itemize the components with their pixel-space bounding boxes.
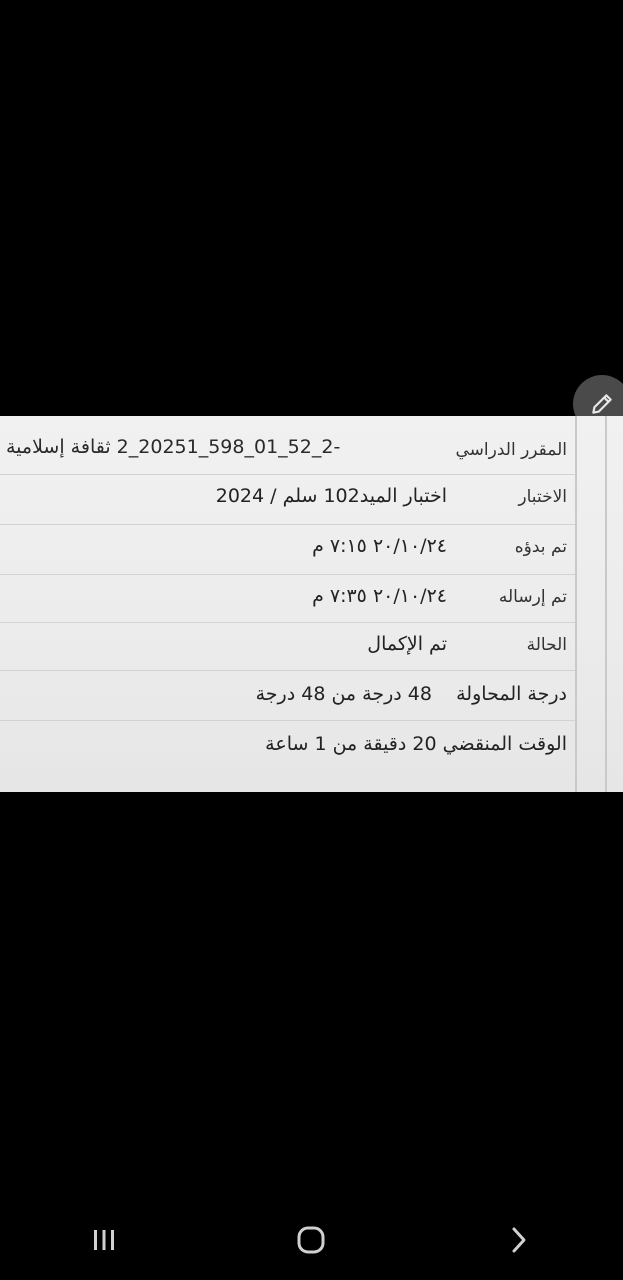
pencil-icon [589, 391, 615, 417]
time-label: الوقت المنقضي [442, 733, 567, 755]
row-started [0, 524, 575, 575]
quiz-value: اختبار الميد102 سلم / 2024 [215, 485, 447, 507]
row-submitted [0, 574, 575, 625]
status-label: الحالة [526, 635, 567, 655]
row-status [0, 622, 575, 673]
submitted-label: تم إرساله [498, 587, 567, 607]
home-icon [295, 1224, 327, 1256]
row-course [0, 424, 575, 474]
row-score [0, 670, 575, 721]
score-value: 48 درجة من 48 درجة [255, 683, 432, 705]
status-value: تم الإكمال [367, 633, 447, 655]
course-value: -2_52_01_598_20251_2 ثقافة إسلامية [6, 436, 341, 458]
row-time [0, 720, 575, 771]
score-label: درجة المحاولة [456, 683, 567, 705]
page-edge [605, 416, 607, 792]
time-value: 20 دقيقة من 1 ساعة [265, 733, 437, 755]
back-icon [507, 1225, 531, 1255]
quiz-label: الاختبار [518, 487, 567, 507]
course-label: المقرر الدراسي [455, 440, 567, 460]
started-label: تم بدؤه [514, 537, 567, 557]
system-navigation-bar [0, 1200, 623, 1280]
started-value: ٢٠/١٠/٢٤ ٧:١٥ م [312, 535, 447, 557]
submitted-value: ٢٠/١٠/٢٤ ٧:٣٥ م [312, 585, 447, 607]
quiz-result-photo [0, 416, 623, 792]
table-border [575, 416, 577, 792]
back-button[interactable] [489, 1210, 549, 1270]
recents-icon [89, 1227, 119, 1253]
row-quiz [0, 474, 575, 525]
recents-button[interactable] [74, 1210, 134, 1270]
home-button[interactable] [281, 1210, 341, 1270]
